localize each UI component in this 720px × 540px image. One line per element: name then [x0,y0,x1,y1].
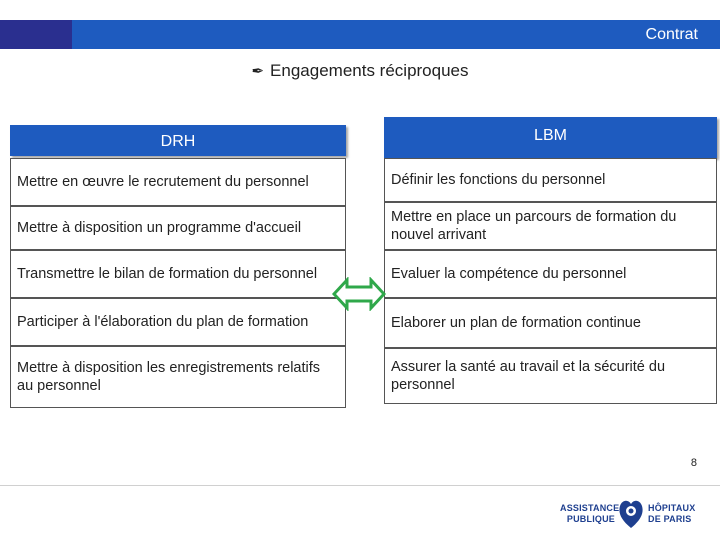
logo-text-right: HÔPITAUX DE PARIS [648,503,696,524]
pen-icon: ✒ [251,63,265,80]
header-accent-block [0,20,72,49]
page-title: Contrat [645,26,698,43]
subtitle-text: Engagements réciproques [270,61,469,80]
double-arrow-icon [332,277,386,311]
footer-divider [0,485,720,486]
lbm-row: Définir les fonctions du personnel [384,158,717,202]
drh-heading: DRH [10,125,346,156]
logo-emblem-icon [617,496,645,530]
lbm-row: Evaluer la compétence du personnel [384,250,717,298]
lbm-row: Mettre en place un parcours de formation du nouvel arrivant [384,202,717,250]
drh-row: Mettre en œuvre le recrutement du personnel [10,158,346,206]
lbm-row: Assurer la santé au travail et la sécurité du personnel [384,348,717,404]
drh-row: Mettre à disposition un programme d'accueil [10,206,346,250]
aphp-logo [560,496,706,530]
page-number: 8 [690,457,697,469]
section-subtitle [0,61,720,81]
drh-row: Participer à l'élaboration du plan de formation [10,298,346,346]
header-bar [0,20,720,49]
lbm-row: Elaborer un plan de formation continue [384,298,717,348]
drh-row: Transmettre le bilan de formation du personnel [10,250,346,298]
logo-text-left: ASSISTANCE PUBLIQUE [560,503,620,524]
lbm-heading: LBM [384,117,717,158]
drh-row: Mettre à disposition les enregistrements relatifs au personnel [10,346,346,408]
